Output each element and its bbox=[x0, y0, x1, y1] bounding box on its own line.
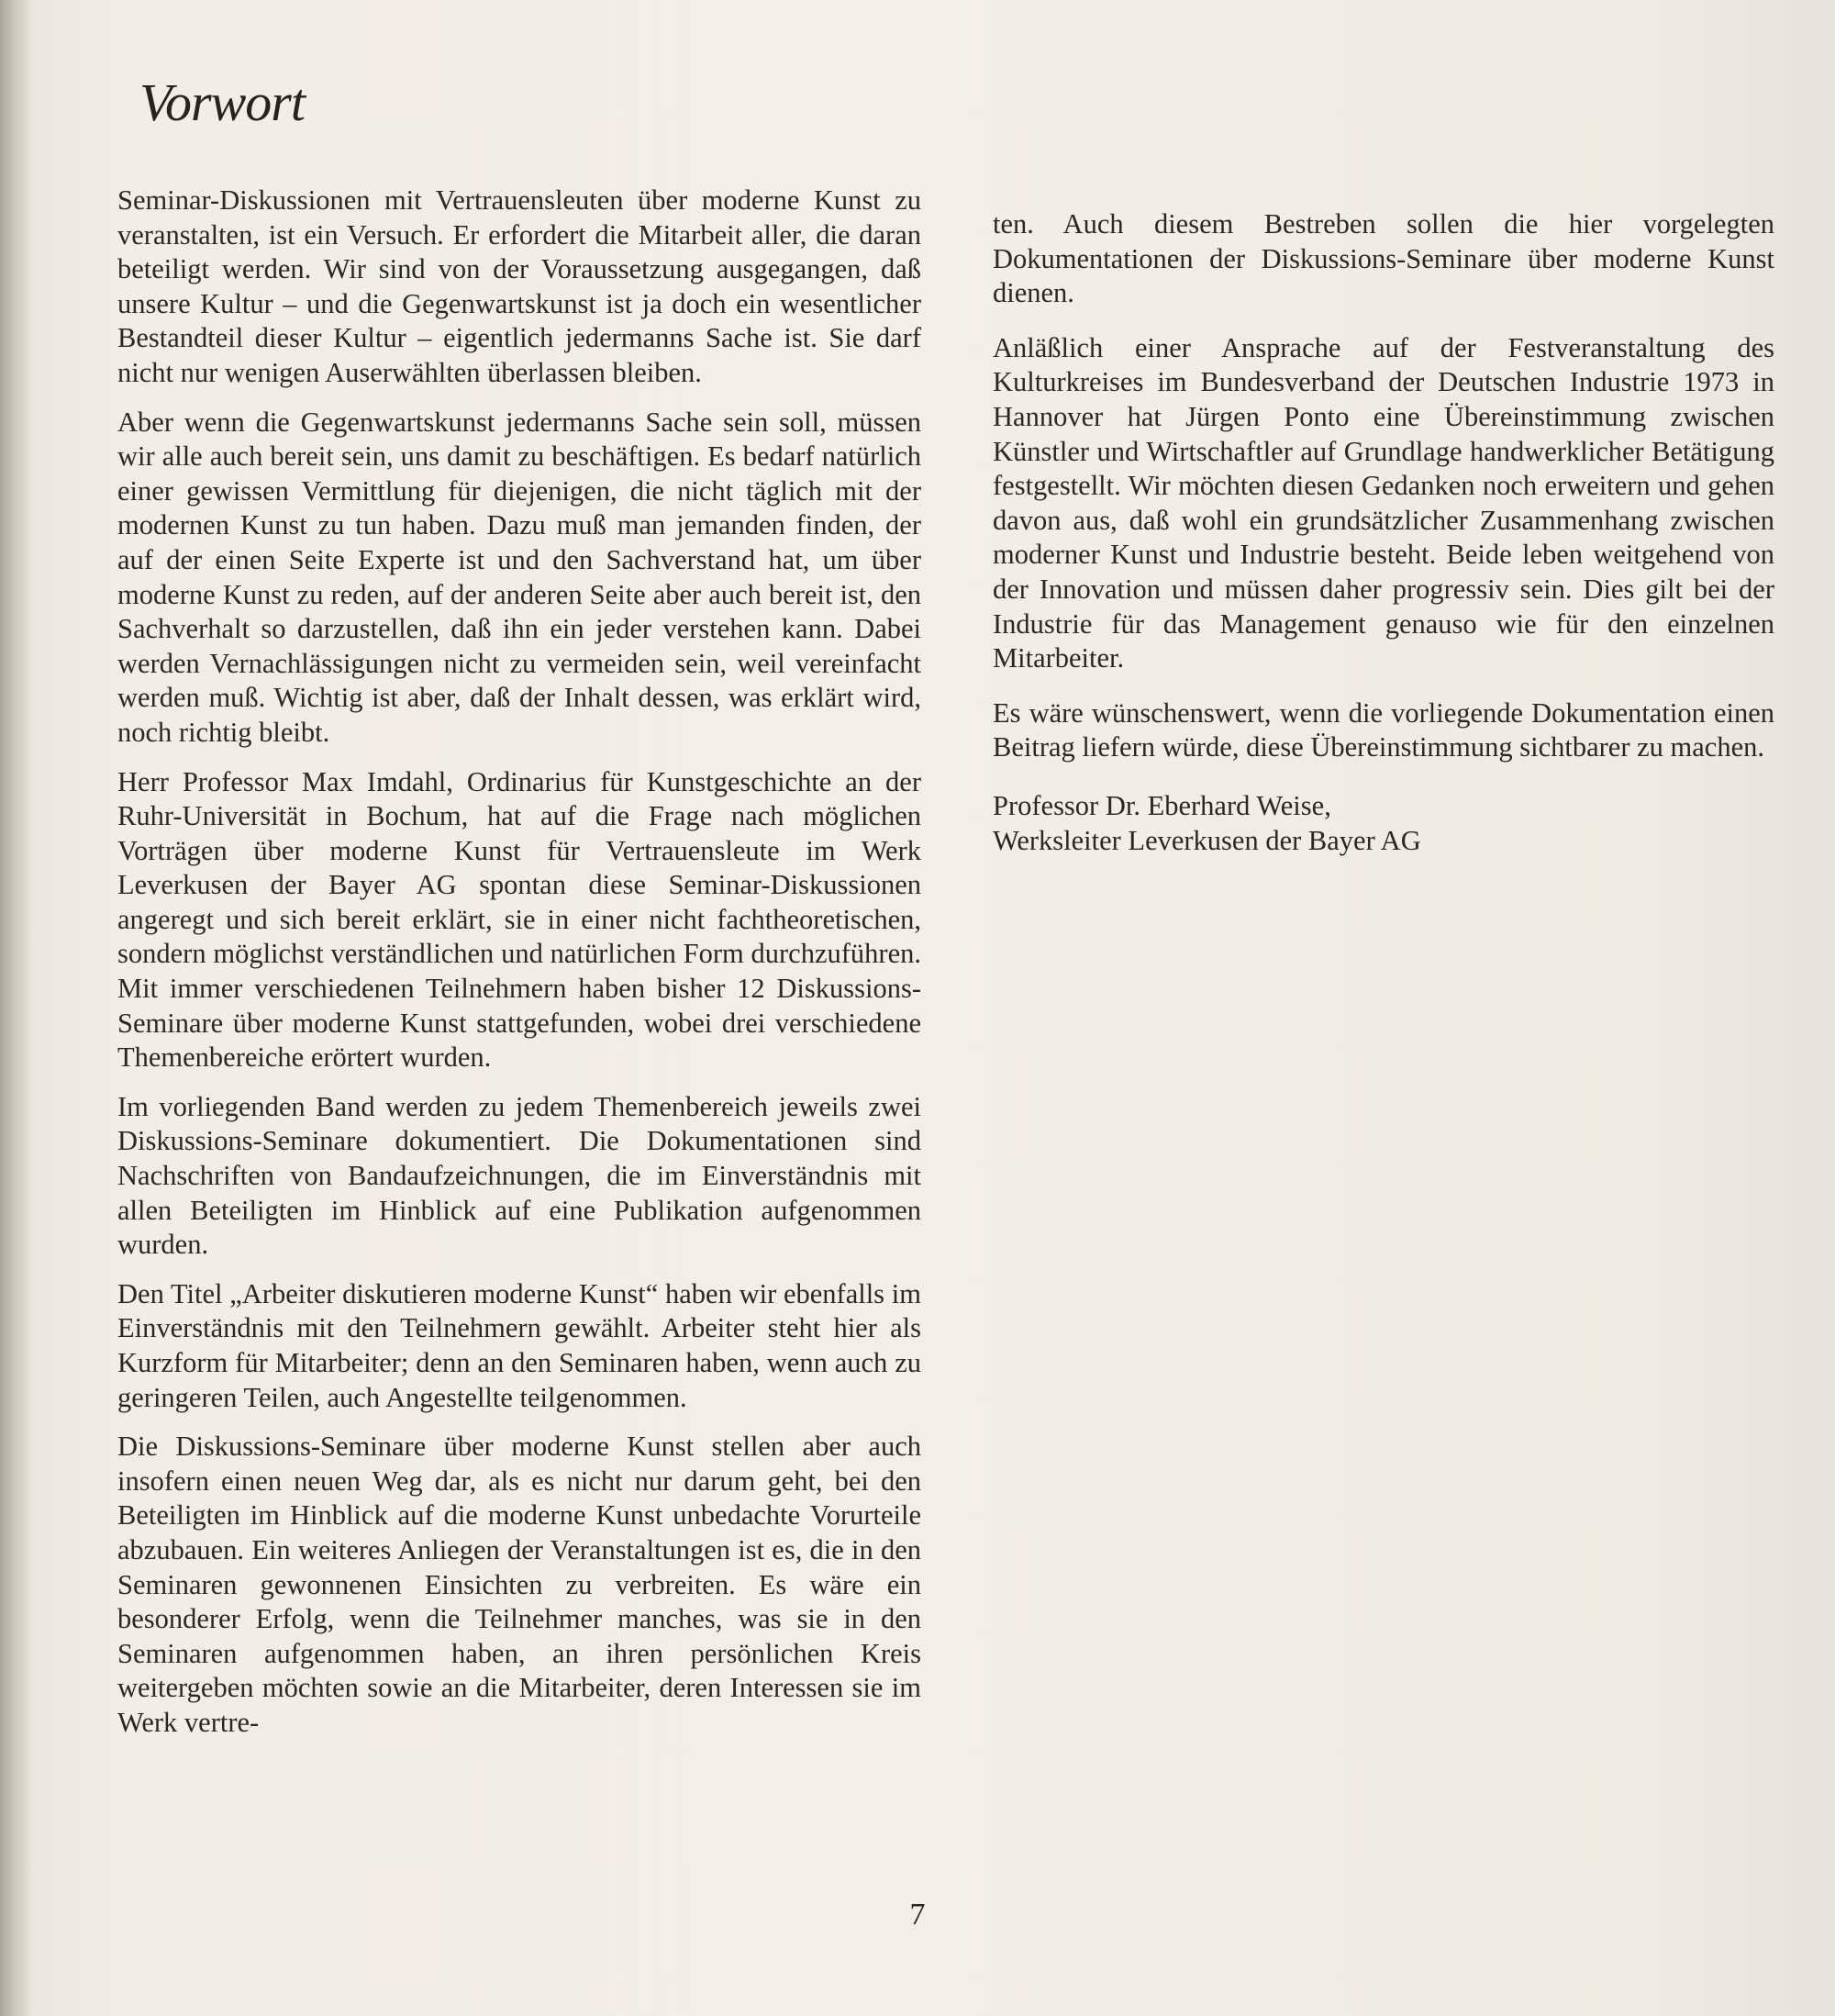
left-text-column bbox=[117, 184, 921, 1755]
paragraph-8: Anläßlich einer Ansprache auf der Festveranstaltung des Kulturkreises im Bundesverband der Deutschen Industrie 1973 in Hannover hat Jürgen Ponto eine Übereinstimmung zwischen Künstler und Wirtschaftler auf Grundlage handwerklicher Betätigung festgestellt. Wir möchten diesen Gedanken noch erweitern und gehen davon aus, daß wohl ein grundsätzlicher Zusammenhang zwischen moderner Kunst und Industrie besteht. Beide leben weitgehend von der Innovation und müssen daher progressiv sein. Dies gilt bei der Industrie für das Management genauso wie für den einzelnen Mitarbeiter. bbox=[993, 331, 1774, 674]
paragraph-2: Aber wenn die Gegenwartskunst jedermanns Sache sein soll, müssen wir alle auch bereit sein, uns damit zu beschäftigen. Es bedarf natürlich einer gewissen Vermittlung für diejenigen, die nicht täglich mit der modernen Kunst zu tun haben. Dazu muß man jemanden finden, der auf der einen Seite Experte ist und den Sachverstand hat, um über moderne Kunst zu reden, auf der anderen Seite aber auch bereit ist, den Sachverhalt so darzustellen, daß ihn ein jeder verstehen kann. Dabei werden Vernachlässigungen nicht zu vermeiden sein, weil vereinfacht werden muß. Wichtig ist aber, daß der Inhalt dessen, was erklärt wird, noch richtig bleibt. bbox=[117, 406, 921, 748]
paragraph-7: ten. Auch diesem Bestreben sollen die hier vorgelegten Dokumentationen der Diskussions-Seminare über moderne Kunst dienen. bbox=[993, 208, 1774, 309]
signature-title: Werksleiter Leverkusen der Bayer AG bbox=[993, 824, 1421, 856]
paragraph-4: Im vorliegenden Band werden zu jedem Themenbereich jeweils zwei Diskussions-Seminare dokumentiert. Die Dokumentationen sind Nachschriften von Bandaufzeichnungen, die im Einverständnis mit allen Beteiligten im Hinblick auf eine Publikation aufgenommen wurden. bbox=[117, 1090, 921, 1261]
page-title: Vorwort bbox=[139, 72, 305, 132]
right-text-column bbox=[993, 207, 1774, 878]
paragraph-1: Seminar-Diskussionen mit Vertrauensleuten über moderne Kunst zu veranstalten, ist ein Versuch. Er erfordert die Mitarbeit aller, die daran beteiligt werden. Wir sind von der Voraussetzung ausgegangen, daß unsere Kultur – und die Gegenwartskunst ist ja doch ein wesentlicher Bestandteil dieser Kultur – eigentlich jedermanns Sache ist. Sie darf nicht nur wenigen Auserwählten überlassen bleiben. bbox=[117, 184, 921, 388]
paragraph-9: Es wäre wünschenswert, wenn die vorliegende Dokumentation einen Beitrag liefern würde, diese Übereinstimmung sichtbarer zu machen. bbox=[993, 696, 1774, 763]
spine-shadow bbox=[0, 0, 31, 2016]
signature-block bbox=[993, 789, 1774, 858]
paragraph-6: Die Diskussions-Seminare über moderne Kunst stellen aber auch insofern einen neuen Weg dar, als es nicht nur darum geht, bei den Beteiligten im Hinblick auf die moderne Kunst unbedachte Vorurteile abzubauen. Ein weiteres Anliegen der Veranstaltungen ist es, die in den Seminaren gewonnenen Einsichten zu verbreiten. Es wäre ein besonderer Erfolg, wenn die Teilnehmer manches, was sie in den Seminaren aufgenommen haben, an ihren persönlichen Kreis weitergeben möchten sowie an die Mitarbeiter, deren Interessen sie im Werk vertre- bbox=[117, 1431, 921, 1738]
page-number: 7 bbox=[909, 1898, 926, 1932]
signature-name: Professor Dr. Eberhard Weise, bbox=[993, 789, 1331, 821]
paragraph-5: Den Titel „Arbeiter diskutieren moderne Kunst“ haben wir ebenfalls im Einverständnis mit den Teilnehmern gewählt. Arbeiter steht hier als Kurzform für Mitarbeiter; denn an den Seminaren haben, wenn auch zu geringeren Teilen, auch Angestellte teilgenommen. bbox=[117, 1277, 921, 1413]
paragraph-3: Herr Professor Max Imdahl, Ordinarius für Kunstgeschichte an der Ruhr-Universität in Bochum, hat auf die Frage nach möglichen Vorträgen über moderne Kunst für Vertrauensleute im Werk Leverkusen der Bayer AG spontan diese Seminar-Diskussionen angeregt und sich bereit erklärt, sie in einer nicht fachtheoretischen, sondern möglichst verständlichen und natürlichen Form durchzuführen. Mit immer verschiedenen Teilnehmern haben bisher 12 Diskussions-Seminare über moderne Kunst stattgefunden, wobei drei verschiedene Themenbereiche erörtert wurden. bbox=[117, 765, 921, 1074]
